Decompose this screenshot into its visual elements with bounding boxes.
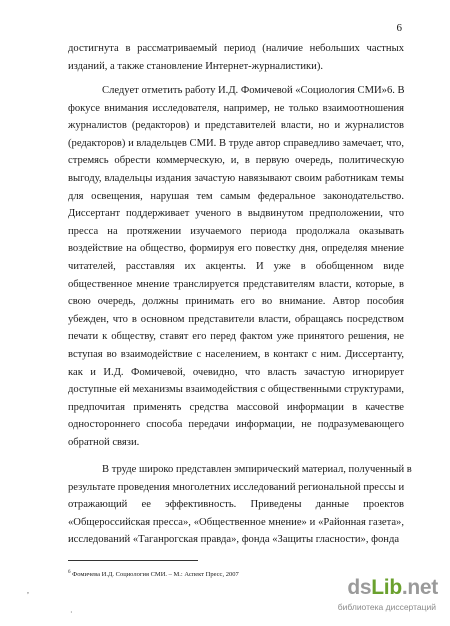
text-line: вступая во взаимодействие с населением, в контакт с ним. Диссертанту,: [68, 348, 404, 360]
footnote-marker: 6: [68, 570, 71, 575]
text-line: пресса на протяжении изучаемого периода продолжала оказывать: [68, 225, 404, 237]
text-line: одностороннего способа передачи информации, не подразумевающего: [68, 419, 404, 431]
text-line: доступные ей механизмы взаимодействия с общественными структурами,: [68, 384, 404, 396]
text-line: стремясь обрести коммерческую, и, в первую очередь, политическую: [68, 155, 404, 167]
text-line: (редакторов) и владельцев СМИ. В труде автор справедливо замечает, что,: [68, 137, 404, 149]
scan-speck: ·: [70, 608, 73, 617]
text-line: читателей, расставляя их акценты. И уже в обобщенном виде: [68, 260, 404, 272]
footnote: [68, 568, 239, 579]
text-line: отражающий ее эффективность. Приведены данные проектов: [68, 499, 404, 511]
text-line: исследований «Таганрогская правда», фонда «Защиты гласности», фонда: [68, 534, 400, 546]
text-line: для освещения, нарушая тем самым федеральное законодательство.: [68, 190, 404, 202]
text-line: предпочитая применять средства массовой информации в качестве: [68, 401, 404, 413]
paragraph-continuation: [68, 40, 404, 75]
text-line: фокусе внимания исследователя, например, не только взаимоотношения: [68, 102, 404, 114]
text-line: обратной связи.: [68, 436, 140, 448]
text-line: журналистов (редакторов) и представителей власти, но и журналистов: [68, 120, 404, 132]
text-line: достигнута в рассматриваемый период (наличие небольших частных: [68, 43, 404, 54]
text-line: свою очередь, должны принимать его во внимание. Автор пособия: [68, 296, 404, 308]
footnote-text: Фомичева И.Д. Социология СМИ. – М.: Аспект Пресс, 2007: [70, 571, 239, 579]
text-line: воздействие на общество, формируя его повестку дня, определяя мнение: [68, 243, 404, 255]
text-line: Диссертант поддерживает ученого в выдвинутом предположении, что: [68, 208, 404, 220]
paragraph-empirical-material: [68, 461, 412, 549]
text-line: изданий, а также становление Интернет-журналистики).: [68, 60, 324, 72]
paragraph-fomicheva-review: [68, 82, 404, 451]
dslib-subtitle: библиотека диссертаций: [337, 602, 436, 612]
text-line: «Общероссийская пресса», «Общественное мнение» и «Районная газета»,: [68, 516, 404, 528]
text-line: печати к обществу, ставят его перед фактом уже принятого решения, не: [68, 331, 404, 343]
text-line: как и И.Д. Фомичевой, очевидно, что власть зачастую игнорирует: [68, 366, 404, 378]
text-line: В труде широко представлен эмпирический материал, полученный в: [102, 464, 412, 475]
text-line: убежден, что в основном представители власти, обращаясь посредством: [68, 313, 404, 325]
text-line: Следует отметить работу И.Д. Фомичевой «Социология СМИ»6. В: [102, 85, 405, 96]
text-line: выгоду, владельцы издания зачастую навязывают своим работникам темы: [68, 172, 404, 184]
page-number: 6: [396, 22, 402, 34]
text-line: общественное мнение транслируется представителям власти, которые, в: [68, 278, 404, 290]
text-line: результате проведения многолетних исследований региональной прессы и: [68, 481, 405, 493]
dslib-logo: dsLib.net: [347, 576, 438, 599]
dslib-watermark: [300, 576, 438, 616]
scan-speck: ,: [27, 586, 29, 595]
footnote-separator: [68, 560, 198, 561]
